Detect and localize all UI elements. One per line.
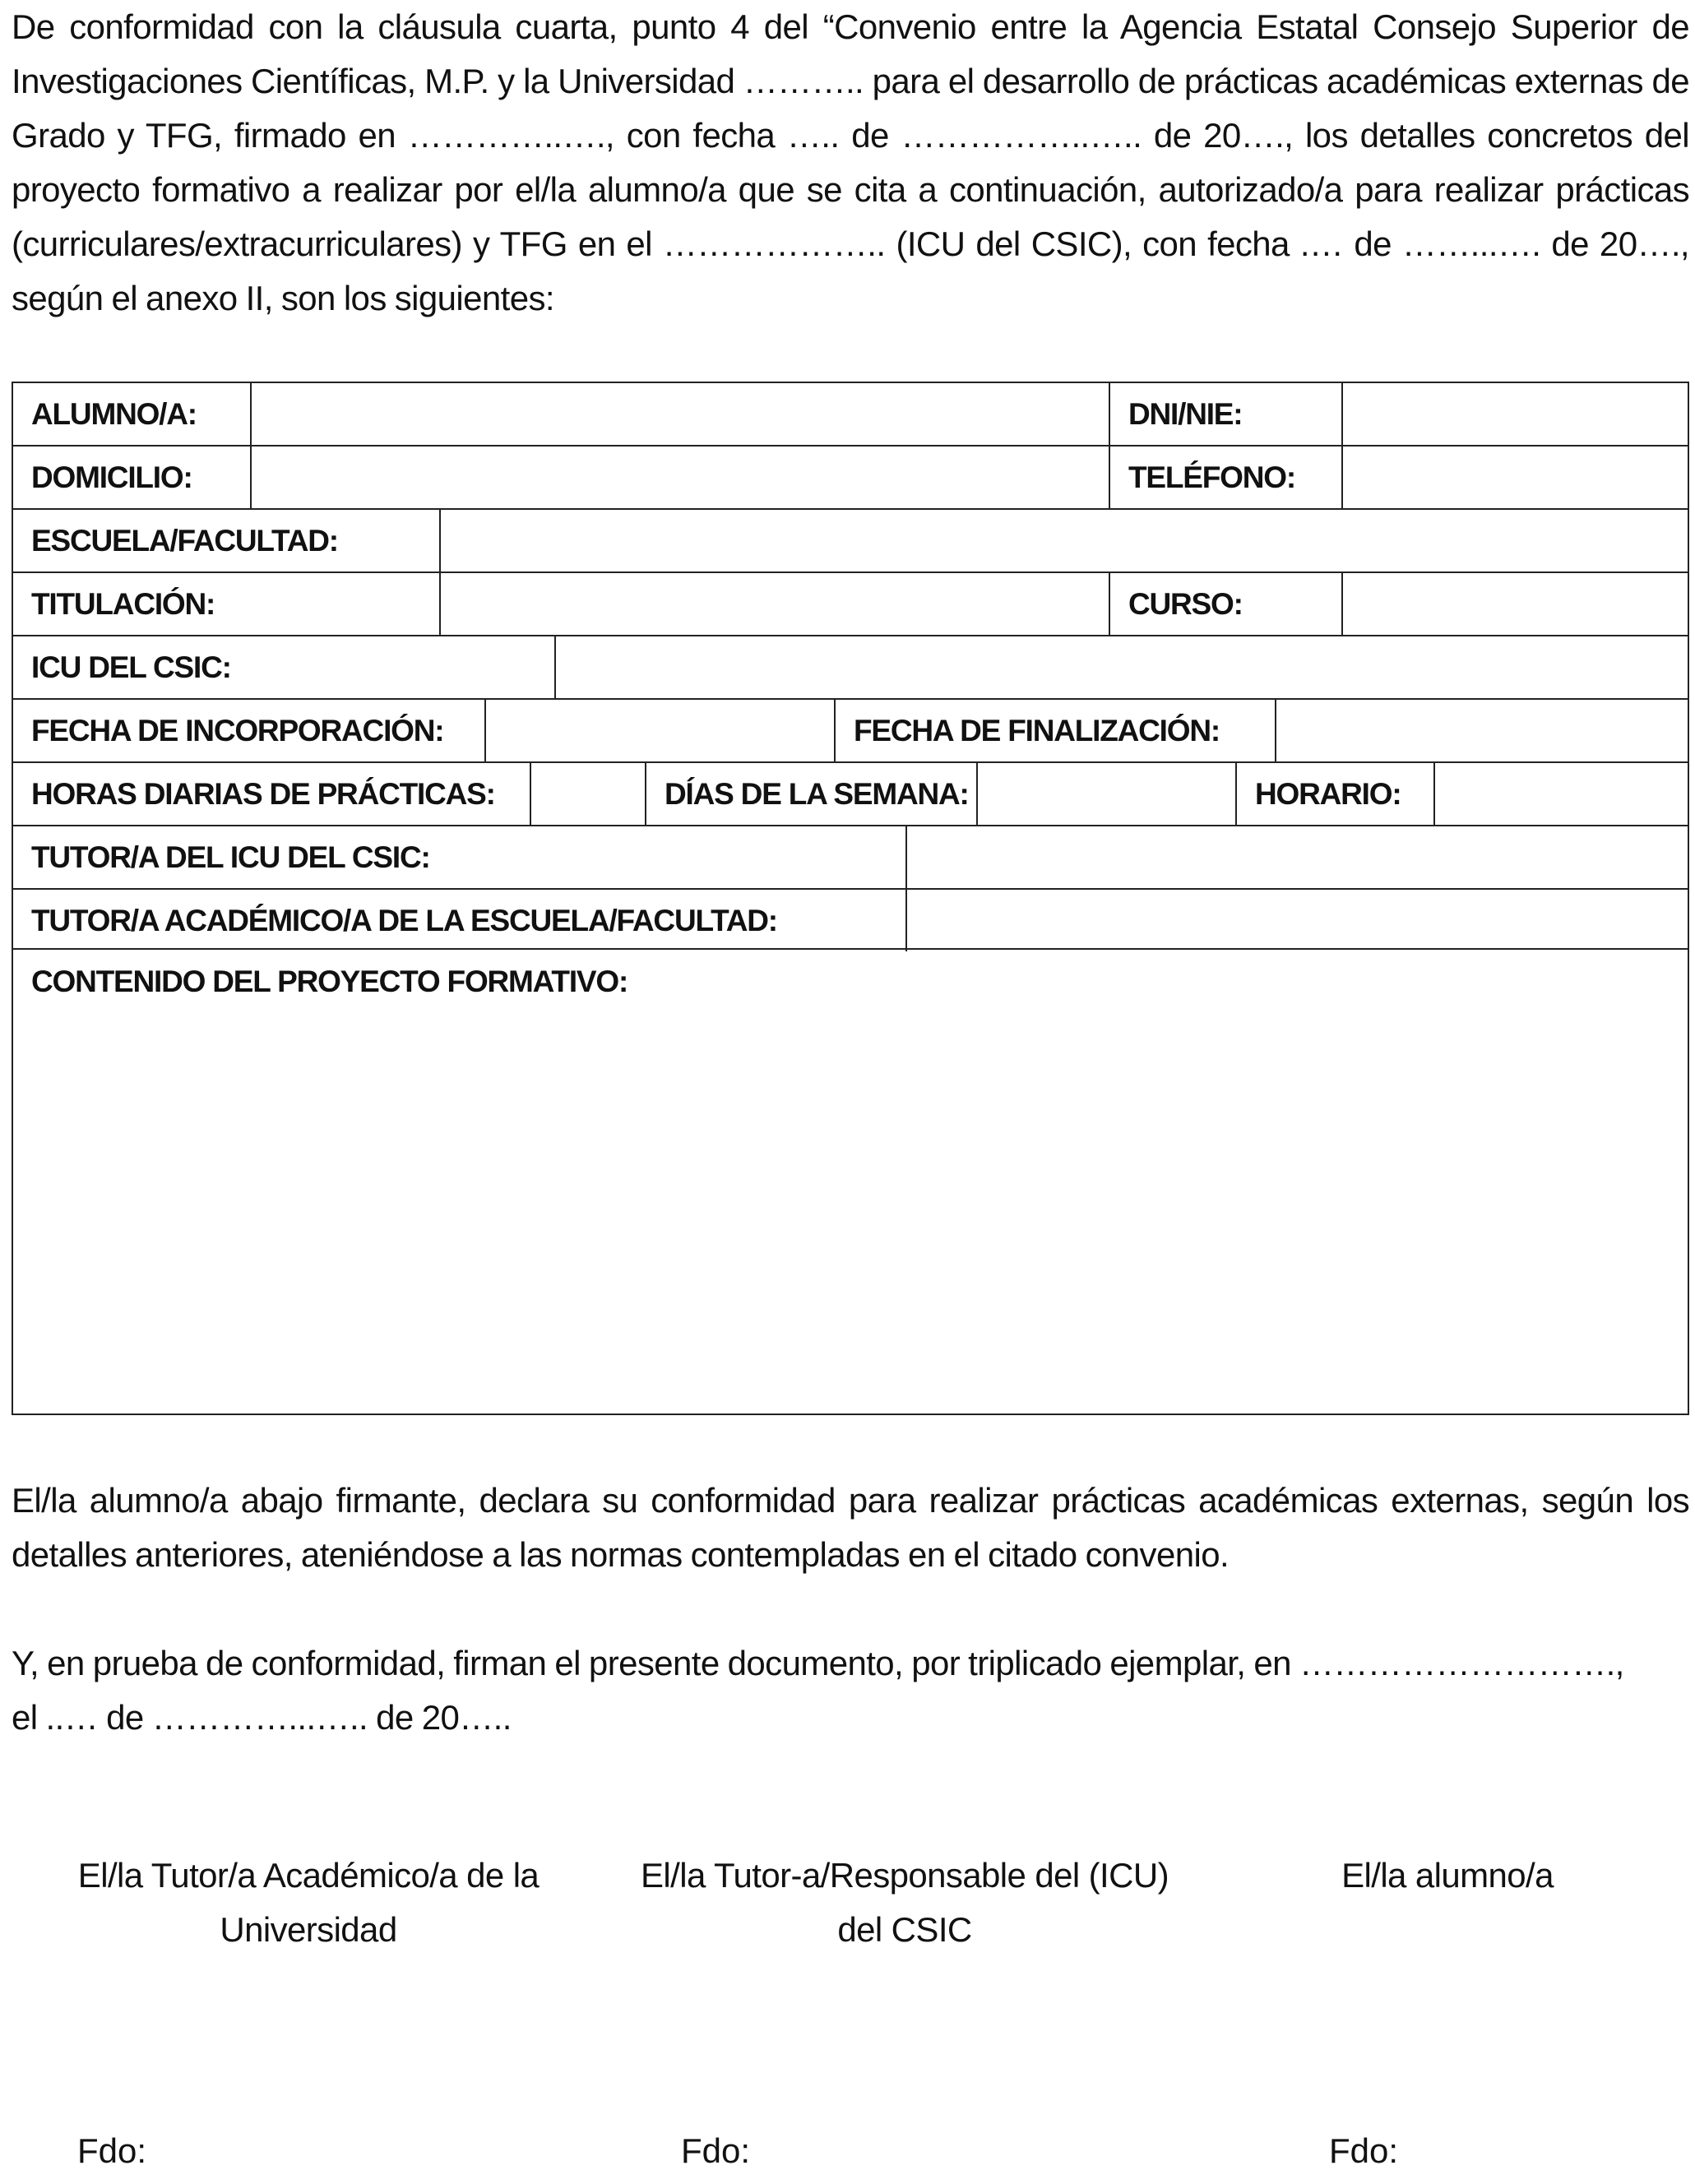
field-dias-semana[interactable] <box>978 763 1237 825</box>
field-fecha-incorporacion[interactable] <box>486 700 836 761</box>
field-icu[interactable] <box>556 636 1688 698</box>
label-escuela: ESCUELA/FACULTAD: <box>31 523 338 558</box>
proof-line-2: el ..… de …………...….. de 20….. <box>12 1698 512 1737</box>
label-domicilio: DOMICILIO: <box>31 460 192 494</box>
signature-tutor-academico-line1: El/la Tutor/a Académico/a de la <box>77 1856 540 1895</box>
row-escuela <box>12 508 1689 571</box>
signature-tutor-academico <box>58 1849 559 1957</box>
signature-tutor-responsable-line2: del CSIC <box>837 1910 972 1949</box>
label-cell-horario <box>1237 763 1435 825</box>
intro-paragraph: De conformidad con la cláusula cuarta, punto 4 del “Convenio entre la Agencia Estatal Consejo Superior de Investigaciones Científicas, M.P. y la Universidad ……….. para el desarrollo de prácticas académicas externas de Grado y TFG, firmado en …………..…., con fecha ….. de ……………..….. de 20…., los detalles concretos del proyecto formativo a realizar por el/la alumno/a que se cita a continuación, autorizado/a para realizar prácticas (curriculares/extracurriculares) y TFG en el ……………….. (ICU del CSIC), con fecha .… de ……...…. de 20…., según el anexo II, son los siguientes: <box>12 7 1689 317</box>
row-horas <box>12 761 1689 825</box>
signature-tutor-responsable <box>625 1849 1184 1957</box>
label-cell-telefono <box>1110 447 1343 508</box>
field-horas-diarias[interactable] <box>531 763 646 825</box>
row-titulacion <box>12 571 1689 635</box>
label-dias-semana: DÍAS DE LA SEMANA: <box>665 776 969 811</box>
label-icu: ICU DEL CSIC: <box>31 650 231 684</box>
field-domicilio[interactable] <box>252 447 1110 508</box>
field-titulacion[interactable] <box>441 573 1110 635</box>
row-fechas <box>12 698 1689 761</box>
label-contenido: CONTENIDO DEL PROYECTO FORMATIVO: <box>31 964 628 998</box>
row-icu <box>12 635 1689 698</box>
label-horas-diarias: HORAS DIARIAS DE PRÁCTICAS: <box>31 776 495 811</box>
field-dni[interactable] <box>1343 383 1688 445</box>
label-horario: HORARIO: <box>1255 776 1401 811</box>
label-titulacion: TITULACIÓN: <box>31 586 215 621</box>
label-cell-tutor-academico <box>13 890 907 951</box>
field-horario[interactable] <box>1435 763 1688 825</box>
label-tutor-academico: TUTOR/A ACADÉMICO/A DE LA ESCUELA/FACULTAD: <box>31 903 777 937</box>
field-telefono[interactable] <box>1343 447 1688 508</box>
row-tutor-icu <box>12 825 1689 888</box>
label-telefono: TELÉFONO: <box>1128 460 1295 494</box>
label-cell-dni <box>1110 383 1343 445</box>
declaration-paragraph: El/la alumno/a abajo firmante, declara su conformidad para realizar prácticas académicas externas, según los detalles anteriores, ateniéndose a las normas contempladas en el citado convenio. <box>12 1481 1689 1574</box>
label-cell-escuela <box>13 510 441 571</box>
label-cell-titulacion <box>13 573 441 635</box>
label-fecha-finalizacion: FECHA DE FINALIZACIÓN: <box>854 713 1220 747</box>
label-cell-fecha-incorporacion <box>13 700 486 761</box>
field-alumno[interactable] <box>252 383 1110 445</box>
label-cell-alumno <box>13 383 252 445</box>
field-curso[interactable] <box>1343 573 1688 635</box>
label-cell-dias-semana <box>646 763 978 825</box>
label-cell-icu <box>13 636 556 698</box>
signature-alumno-line1: El/la alumno/a <box>1341 1856 1554 1895</box>
field-fecha-finalizacion[interactable] <box>1276 700 1688 761</box>
signature-tutor-responsable-line1: El/la Tutor-a/Responsable del (ICU) <box>641 1856 1169 1895</box>
label-cell-fecha-finalizacion <box>836 700 1276 761</box>
row-tutor-academico <box>12 888 1689 951</box>
label-tutor-icu: TUTOR/A DEL ICU DEL CSIC: <box>31 840 430 874</box>
fdo-alumno: Fdo: <box>1329 2131 1399 2170</box>
field-contenido-proyecto[interactable] <box>12 948 1689 1415</box>
proof-line-1: Y, en prueba de conformidad, firman el presente documento, por triplicado ejemplar, en ………………………., <box>12 1644 1624 1682</box>
row-alumno <box>12 382 1689 445</box>
label-alumno: ALUMNO/A: <box>31 396 197 431</box>
label-fecha-incorporacion: FECHA DE INCORPORACIÓN: <box>31 713 444 747</box>
fdo-tutor-academico: Fdo: <box>77 2131 147 2170</box>
field-tutor-icu[interactable] <box>907 826 1688 888</box>
label-cell-horas-diarias <box>13 763 531 825</box>
field-tutor-academico[interactable] <box>907 890 1688 951</box>
label-curso: CURSO: <box>1128 586 1243 621</box>
signature-tutor-academico-line2: Universidad <box>220 1910 397 1949</box>
fdo-tutor-responsable: Fdo: <box>681 2131 751 2170</box>
signature-alumno <box>1299 1849 1595 1903</box>
label-cell-domicilio <box>13 447 252 508</box>
label-cell-tutor-icu <box>13 826 907 888</box>
label-dni: DNI/NIE: <box>1128 396 1243 431</box>
label-cell-curso <box>1110 573 1343 635</box>
field-escuela[interactable] <box>441 510 1688 571</box>
row-domicilio <box>12 445 1689 508</box>
